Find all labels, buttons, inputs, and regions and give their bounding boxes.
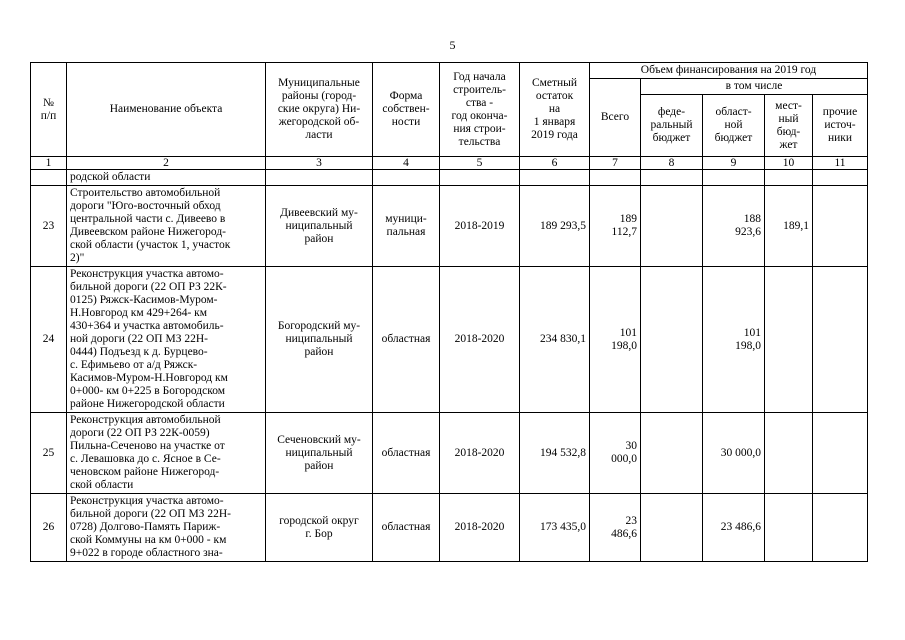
- header-num: № п/п: [31, 63, 67, 157]
- financing-table: [30, 62, 868, 562]
- header-years: Год начала строитель- ства - год оконча- ния строи- тельства: [440, 63, 520, 157]
- total: 23 486,6: [590, 494, 641, 562]
- ownership: областная: [373, 267, 440, 413]
- table-row: [31, 186, 868, 267]
- table-row: [31, 413, 868, 494]
- federal: [641, 413, 703, 494]
- balance: 234 830,1: [520, 267, 590, 413]
- years: 2018-2020: [440, 413, 520, 494]
- federal: [641, 186, 703, 267]
- total: 101 198,0: [590, 267, 641, 413]
- balance: 189 293,5: [520, 186, 590, 267]
- row-num: 26: [31, 494, 67, 562]
- column-numbers-row: [31, 157, 868, 170]
- total: 189 112,7: [590, 186, 641, 267]
- page-number: 5: [449, 38, 456, 52]
- other: [813, 413, 868, 494]
- column-number: 7: [590, 157, 641, 170]
- object-name: Реконструкция участка автомо- бильной дороги (22 ОП МЗ 22Н- 0728) Долгово-Память Париж- ской Коммуны на км 0+000 - км 9+022 в городе областного зна-: [67, 494, 266, 562]
- federal: [641, 267, 703, 413]
- column-number: 4: [373, 157, 440, 170]
- object-name: Реконструкция участка автомо- бильной дороги (22 ОП РЗ 22К- 0125) Ряжск-Касимов-Муром- Н.Новгород км 429+264- км 430+364 и участка автомобиль- ной дороги (22 ОП МЗ 22Н- 0444) Подъезд к д. Бурцево- с. Ефимьево от а/д Ряжск- Касимов-Муром-Н.Новгород км 0+000- км 0+225 в Богородском районе Нижегородской области: [67, 267, 266, 413]
- balance: 194 532,8: [520, 413, 590, 494]
- header-balance: Сметный остаток на 1 января 2019 года: [520, 63, 590, 157]
- continuation-row: [31, 170, 868, 186]
- table-row: [31, 494, 868, 562]
- regional: 30 000,0: [703, 413, 765, 494]
- regional: 101 198,0: [703, 267, 765, 413]
- years: 2018-2019: [440, 186, 520, 267]
- header-other: прочие источ- ники: [813, 95, 868, 157]
- balance: 173 435,0: [520, 494, 590, 562]
- column-number: 5: [440, 157, 520, 170]
- column-number: 6: [520, 157, 590, 170]
- regional: 188 923,6: [703, 186, 765, 267]
- other: [813, 494, 868, 562]
- header-local: мест- ный бюд- жет: [765, 95, 813, 157]
- federal: [641, 494, 703, 562]
- other: [813, 267, 868, 413]
- ownership: областная: [373, 494, 440, 562]
- district: городской округ г. Бор: [266, 494, 373, 562]
- regional: 23 486,6: [703, 494, 765, 562]
- column-number: 9: [703, 157, 765, 170]
- ownership: муници- пальная: [373, 186, 440, 267]
- district: Сеченовский му- ниципальный район: [266, 413, 373, 494]
- header-federal: феде- ральный бюджет: [641, 95, 703, 157]
- row-num: 24: [31, 267, 67, 413]
- object-name: Реконструкция автомобильной дороги (22 ОП РЗ 22К-0059) Пильна-Сеченово на участке от с. Левашовка до с. Ясное в Се- ченовском районе Нижегород- ской области: [67, 413, 266, 494]
- years: 2018-2020: [440, 494, 520, 562]
- row-num: 25: [31, 413, 67, 494]
- local: 189,1: [765, 186, 813, 267]
- column-number: 3: [266, 157, 373, 170]
- years: 2018-2020: [440, 267, 520, 413]
- ownership: областная: [373, 413, 440, 494]
- column-number: 8: [641, 157, 703, 170]
- column-number: 2: [67, 157, 266, 170]
- local: [765, 413, 813, 494]
- object-name: Строительство автомобильной дороги "Юго-восточный обход центральной части с. Дивеево в Дивеевском районе Нижегород- ской области (участок 1, участок 2)": [67, 186, 266, 267]
- header-ownership: Форма собствен- ности: [373, 63, 440, 157]
- district: Дивеевский му- ниципальный район: [266, 186, 373, 267]
- local: [765, 494, 813, 562]
- header-including: в том числе: [641, 79, 868, 95]
- header-total: Всего: [590, 79, 641, 157]
- table-row: [31, 267, 868, 413]
- district: Богородский му- ниципальный район: [266, 267, 373, 413]
- column-number: 11: [813, 157, 868, 170]
- column-number: 1: [31, 157, 67, 170]
- row-num: 23: [31, 186, 67, 267]
- header-financing: Объем финансирования на 2019 год: [590, 63, 868, 79]
- local: [765, 267, 813, 413]
- total: 30 000,0: [590, 413, 641, 494]
- continuation-text: родской области: [67, 170, 266, 186]
- other: [813, 186, 868, 267]
- header-name: Наименование объекта: [67, 63, 266, 157]
- header-district: Муниципальные районы (город- ские округа) Ни- жегородской об- ласти: [266, 63, 373, 157]
- column-number: 10: [765, 157, 813, 170]
- header-regional: област- ной бюджет: [703, 95, 765, 157]
